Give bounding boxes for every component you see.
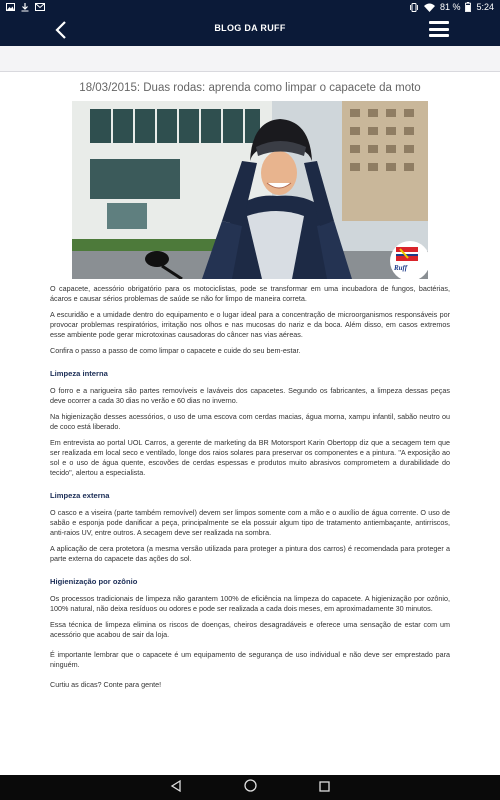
section-heading: Limpeza interna — [50, 369, 108, 378]
paragraph: O forro e a narigueira são partes removíveis e laváveis dos capacetes. Segundo os fabricantes, a limpeza dessas peças deve ocorrer a cada 30 dias no verão e 60 dias no inverno. — [50, 386, 450, 405]
paragraph: A aplicação de cera protetora (a mesma versão utilizada para proteger a pintura dos carros) é recomendada para proteger a parte externa do capacete das ações do sol. — [50, 544, 450, 563]
section-heading: Limpeza externa — [50, 491, 110, 500]
status-bar — [0, 0, 500, 14]
clock-time: 5:24 — [476, 2, 494, 12]
paragraph: Curtiu as dicas? Conte para gente! — [50, 680, 162, 689]
paragraph: A escuridão e a umidade dentro do equipamento e o lugar ideal para a concentração de microorganismos responsáveis por provocar problemas respiratórios, irritação nos olhos e nas mucosas do nariz e da boca. Além disso, em casos extremos esse ambiente pode gerar microtoxinas causadoras do câncer nas vias aéreas. — [50, 310, 450, 339]
app-bar — [0, 14, 500, 46]
nav-back-button[interactable] — [168, 780, 184, 796]
app-title: BLOG DA RUFF — [214, 23, 286, 33]
ruff-logo: Ruff — [394, 264, 408, 272]
download-icon — [21, 3, 29, 12]
menu-button[interactable] — [429, 21, 449, 39]
nav-home-button[interactable] — [242, 780, 258, 796]
post-body — [50, 284, 450, 696]
paragraph: Confira o passo a passo de como limpar o capacete e cuide do seu bem-estar. — [50, 346, 301, 355]
paragraph: Os processos tradicionais de limpeza não garantem 100% de eficiência na limpeza do capacete. A higienização por ozônio, 100% natural, não deixa resíduos ou odores e pode ser realizada a cada dois meses, em aproximadamente 30 minutos. — [50, 594, 450, 613]
battery-icon — [465, 2, 471, 12]
mail-icon — [35, 3, 45, 11]
hamburger-menu-icon — [429, 21, 449, 37]
article-content[interactable] — [0, 72, 500, 775]
subheader-bar — [0, 46, 500, 72]
recents-square-icon — [319, 779, 330, 797]
home-circle-icon — [244, 779, 257, 797]
section-heading: Higienização por ozônio — [50, 577, 138, 586]
post-title: 18/03/2015: Duas rodas: aprenda como limpar o capacete da moto — [79, 82, 421, 94]
system-nav-bar — [0, 775, 500, 800]
back-triangle-icon — [170, 779, 182, 797]
paragraph: Em entrevista ao portal UOL Carros, a gerente de marketing da BR Motorsport Karin Obertopp diz que a secagem tem que ser realizada em local seco e ventilado, longe dos raios solares para preservar os componentes e a pintura. "A exposição ao sol e o uso de água quente, escovões de cerdas espessas e produtos muito abrasivos comprometem a durabilidade do tecido", alertou a especialista. — [50, 438, 450, 477]
battery-text: 81 % — [439, 2, 461, 12]
paragraph: O casco e a viseira (parte também removível) devem ser limpos somente com a mão e o auxílio de água corrente. O uso de sabão e esponja pode danificar a peça, principalmente se ela possuir algum tipo de tratamento antiembaçante, antirriscos, anti-raios UV, entre outros. A secagem deve ser realizada na sombra. — [50, 508, 450, 537]
image-icon — [6, 3, 15, 11]
paragraph: Essa técnica de limpeza elimina os riscos de doenças, cheiros desagradáveis e oferece uma sensação de estar com um acessório que acabou de sair da loja. — [50, 620, 450, 639]
paragraph: Na higienização desses acessórios, o uso de uma escova com cerdas macias, água morna, xampu infantil, sabão neutro ou de coco está liberado. — [50, 412, 450, 431]
post-image — [72, 101, 428, 279]
paragraph: É importante lembrar que o capacete é um equipamento de segurança de uso individual e não deve ser emprestado para ninguém. — [50, 650, 450, 669]
paragraph: O capacete, acessório obrigatório para os motociclistas, pode se transformar em uma incubadora de fungos, bactérias, ácaros e causar sérios problemas de saúde se não for limpo de maneira correta. — [50, 284, 450, 303]
vibrate-icon — [409, 3, 419, 12]
wifi-icon — [424, 3, 435, 12]
nav-recents-button[interactable] — [316, 780, 332, 796]
